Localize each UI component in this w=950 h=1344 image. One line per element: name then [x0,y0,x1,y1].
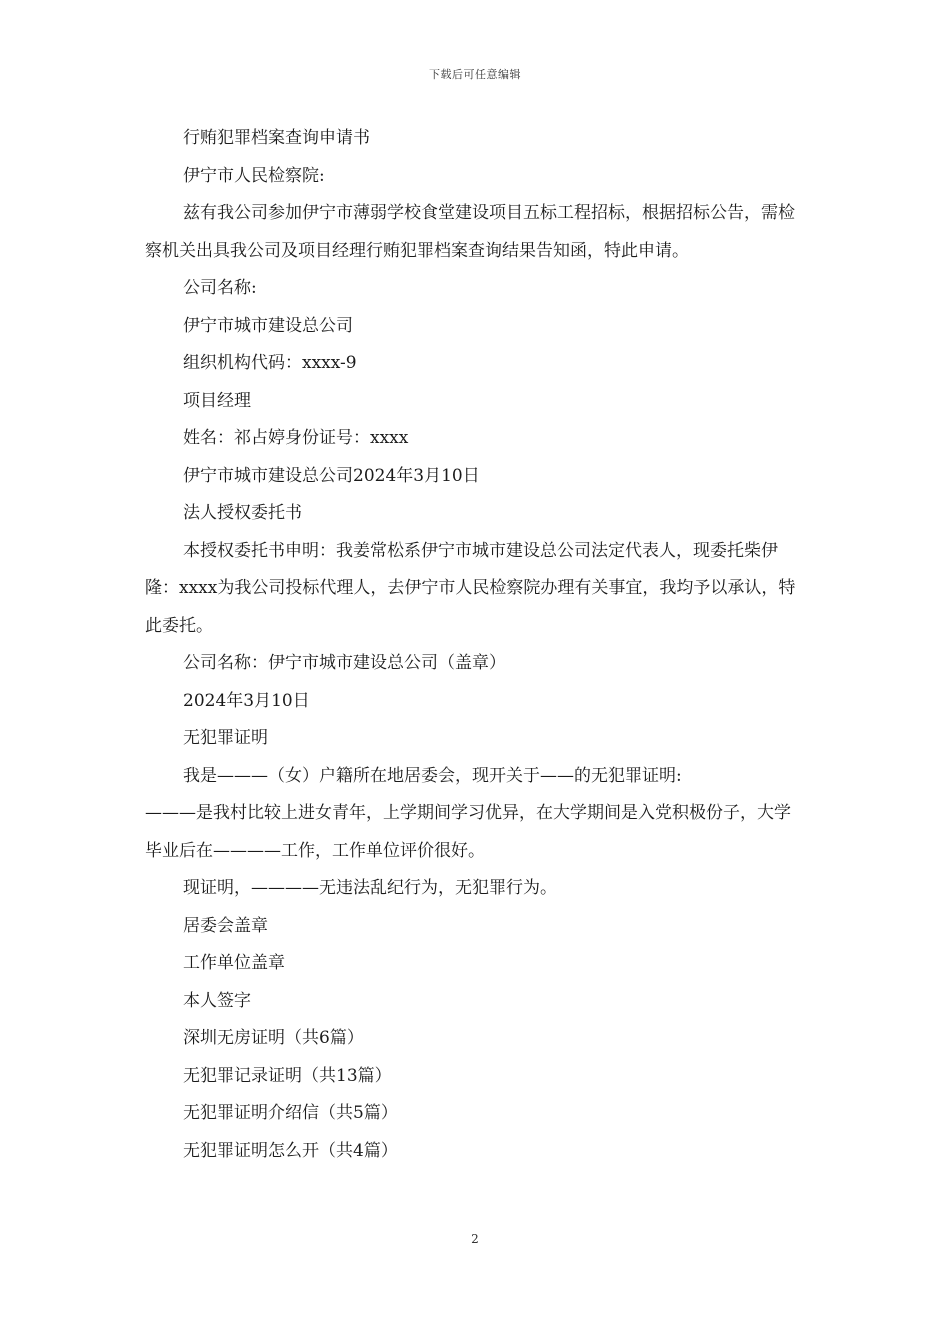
project-manager-label: 项目经理 [183,390,251,411]
paragraph: ———是我村比较上进女青年，上学期间学习优异，在大学期间是入党积极份子，大学毕业后在————工作，工作单位评价很好。 [145,803,791,861]
related-article: 深圳无房证明（共6篇） [183,1028,364,1048]
related-article: 无犯罪证明介绍信（共5篇） [183,1103,398,1123]
company-name-label: 公司名称: [183,278,257,298]
addressee: 伊宁市人民检察院: [183,165,325,186]
section-title: 法人授权委托书 [183,503,302,523]
page-number: 2 [471,1232,479,1246]
paragraph: 现证明，————无违法乱纪行为，无犯罪行为。 [183,878,557,898]
company-name: 伊宁市城市建设总公司 [183,315,353,336]
date-line: 2024年3月10日 [183,690,310,711]
signature-date: 伊宁市城市建设总公司2024年3月10日 [183,465,480,486]
manager-name-id: 姓名：祁占婷身份证号：xxxx [183,428,409,448]
paragraph: 我是———（女）户籍所在地居委会，现开关于——的无犯罪证明: [183,765,682,786]
paragraph: 兹有我公司参加伊宁市薄弱学校食堂建设项目五标工程招标，根据招标公告，需检察机关出具我公司及项目经理行贿犯罪档案查询结果告知函，特此申请。 [145,203,795,261]
related-article: 无犯罪记录证明（共13篇） [183,1065,392,1086]
paragraph: 本授权委托书申明：我姜常松系伊宁市城市建设总公司法定代表人，现委托柴伊隆：xxxx为我公司投标代理人，去伊宁市人民检察院办理有关事宜，我均予以承认，特此委托。 [145,540,796,636]
header-note: 下载后可任意编辑 [429,68,521,81]
related-article: 无犯罪证明怎么开（共4篇） [183,1140,398,1161]
company-seal-line: 公司名称：伊宁市城市建设总公司（盖章） [183,653,506,673]
seal-line: 居委会盖章 [183,915,268,936]
signature-line: 本人签字 [183,990,251,1011]
seal-line: 工作单位盖章 [183,953,285,973]
section-title: 无犯罪证明 [183,728,268,748]
document-title: 行贿犯罪档案查询申请书 [183,128,370,148]
org-code: 组织机构代码：xxxx-9 [183,353,357,373]
document-body [145,120,807,1170]
